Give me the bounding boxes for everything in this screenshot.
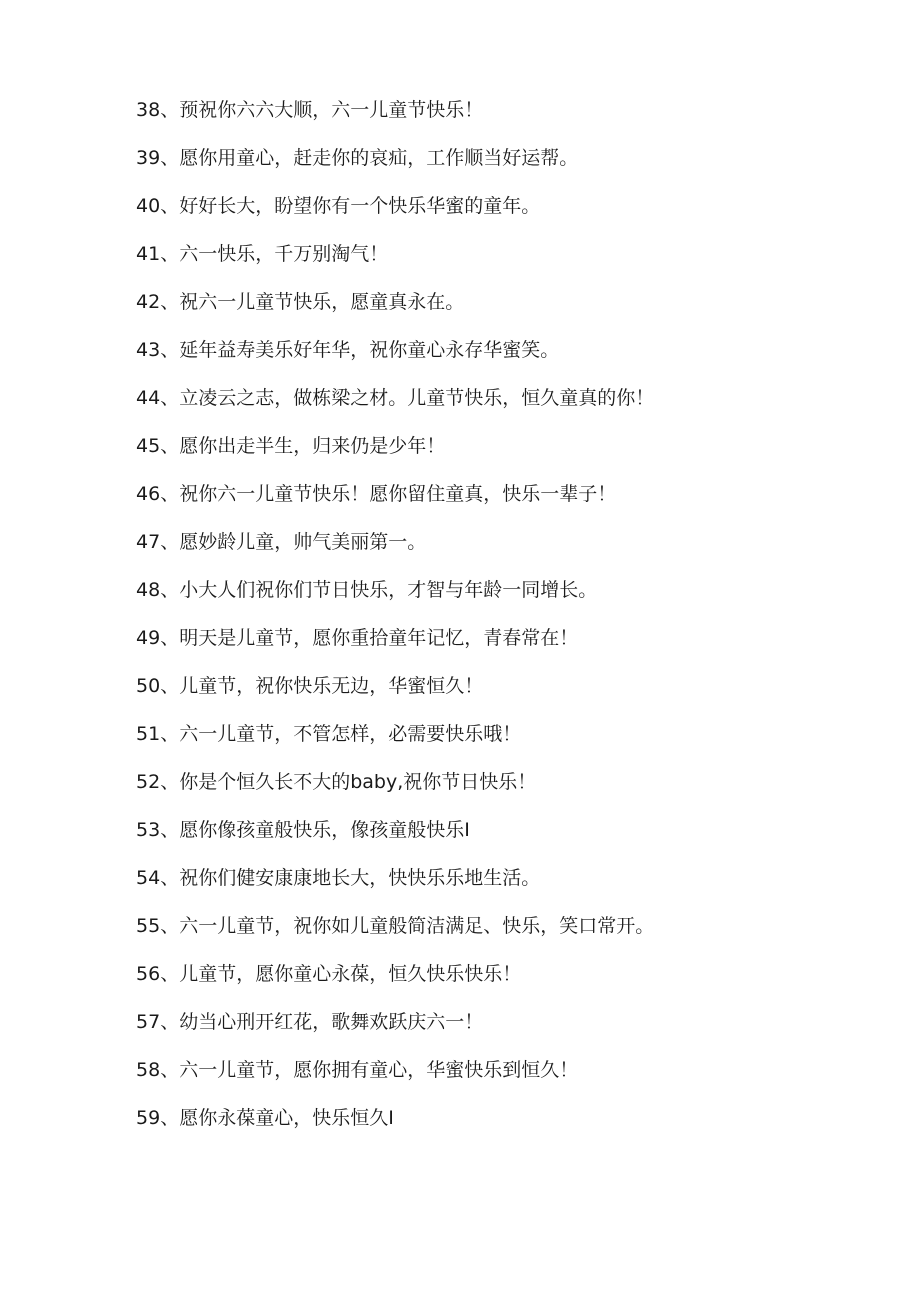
item-text: 、你是个恒久长不大的baby,祝你节日快乐！	[160, 771, 537, 793]
item-number: 58	[136, 1059, 161, 1081]
item-text: 、明天是儿童节，愿你重拾童年记忆，青春常在！	[160, 627, 579, 649]
list-item	[136, 812, 654, 860]
list-item	[136, 668, 654, 716]
list-item	[136, 764, 654, 812]
item-number: 52	[136, 771, 161, 793]
list-item	[136, 380, 654, 428]
list-item	[136, 524, 654, 572]
item-text: 、六一儿童节，愿你拥有童心，华蜜快乐到恒久！	[160, 1059, 579, 1081]
item-text: 、幼当心刑开红花，歌舞欢跃庆六一！	[160, 1011, 484, 1033]
list-item	[136, 284, 654, 332]
item-number: 49	[136, 627, 161, 649]
item-number: 55	[136, 915, 161, 937]
item-number: 50	[136, 675, 161, 697]
list-item	[136, 1100, 654, 1148]
list-item	[136, 236, 654, 284]
item-number: 43	[136, 339, 161, 361]
item-text: 、愿妙龄儿童，帅气美丽第一。	[160, 531, 427, 553]
list-item	[136, 572, 654, 620]
item-text: 、儿童节，祝你快乐无边，华蜜恒久！	[160, 675, 484, 697]
list-item	[136, 716, 654, 764]
list-item	[136, 1052, 654, 1100]
item-number: 38	[136, 99, 161, 121]
item-text: 、六一快乐，千万别淘气！	[160, 243, 389, 265]
item-text: 、祝你们健安康康地长大，快快乐乐地生活。	[160, 867, 541, 889]
item-number: 57	[136, 1011, 161, 1033]
item-number: 54	[136, 867, 161, 889]
item-number: 41	[136, 243, 161, 265]
item-text: 、愿你永葆童心，快乐恒久I	[160, 1107, 394, 1129]
list-item	[136, 860, 654, 908]
item-number: 45	[136, 435, 161, 457]
item-number: 46	[136, 483, 161, 505]
list-item	[136, 140, 654, 188]
wishes-list	[136, 92, 654, 1148]
item-number: 59	[136, 1107, 161, 1129]
list-item	[136, 428, 654, 476]
list-item	[136, 188, 654, 236]
item-text: 、愿你出走半生，归来仍是少年！	[160, 435, 446, 457]
list-item	[136, 476, 654, 524]
item-text: 、延年益寿美乐好年华，祝你童心永存华蜜笑。	[160, 339, 560, 361]
item-number: 51	[136, 723, 161, 745]
item-text: 、六一儿童节，祝你如儿童般简洁满足、快乐，笑口常开。	[160, 915, 655, 937]
list-item	[136, 1004, 654, 1052]
item-number: 42	[136, 291, 161, 313]
list-item	[136, 332, 654, 380]
item-text: 、小大人们祝你们节日快乐，才智与年龄一同增长。	[160, 579, 598, 601]
item-number: 48	[136, 579, 161, 601]
item-number: 47	[136, 531, 161, 553]
item-text: 、愿你像孩童般快乐，像孩童般快乐I	[160, 819, 470, 841]
item-number: 40	[136, 195, 161, 217]
item-text: 、预祝你六六大顺，六一儿童节快乐！	[160, 99, 484, 121]
item-text: 、祝六一儿童节快乐，愿童真永在。	[160, 291, 465, 313]
item-number: 56	[136, 963, 161, 985]
item-text: 、愿你用童心，赶走你的哀疝，工作顺当好运帮。	[160, 147, 579, 169]
item-text: 、儿童节，愿你童心永葆，恒久快乐快乐！	[160, 963, 522, 985]
item-number: 53	[136, 819, 161, 841]
list-item	[136, 92, 654, 140]
item-text: 、六一儿童节，不管怎样，必需要快乐哦！	[160, 723, 522, 745]
list-item	[136, 908, 654, 956]
item-number: 39	[136, 147, 161, 169]
item-number: 44	[136, 387, 161, 409]
list-item	[136, 956, 654, 1004]
item-text: 、好好长大，盼望你有一个快乐华蜜的童年。	[160, 195, 541, 217]
item-text: 、立凌云之志，做栋梁之材。儿童节快乐，恒久童真的你！	[160, 387, 655, 409]
list-item	[136, 620, 654, 668]
item-text: 、祝你六一儿童节快乐！愿你留住童真，快乐一辈子！	[160, 483, 617, 505]
